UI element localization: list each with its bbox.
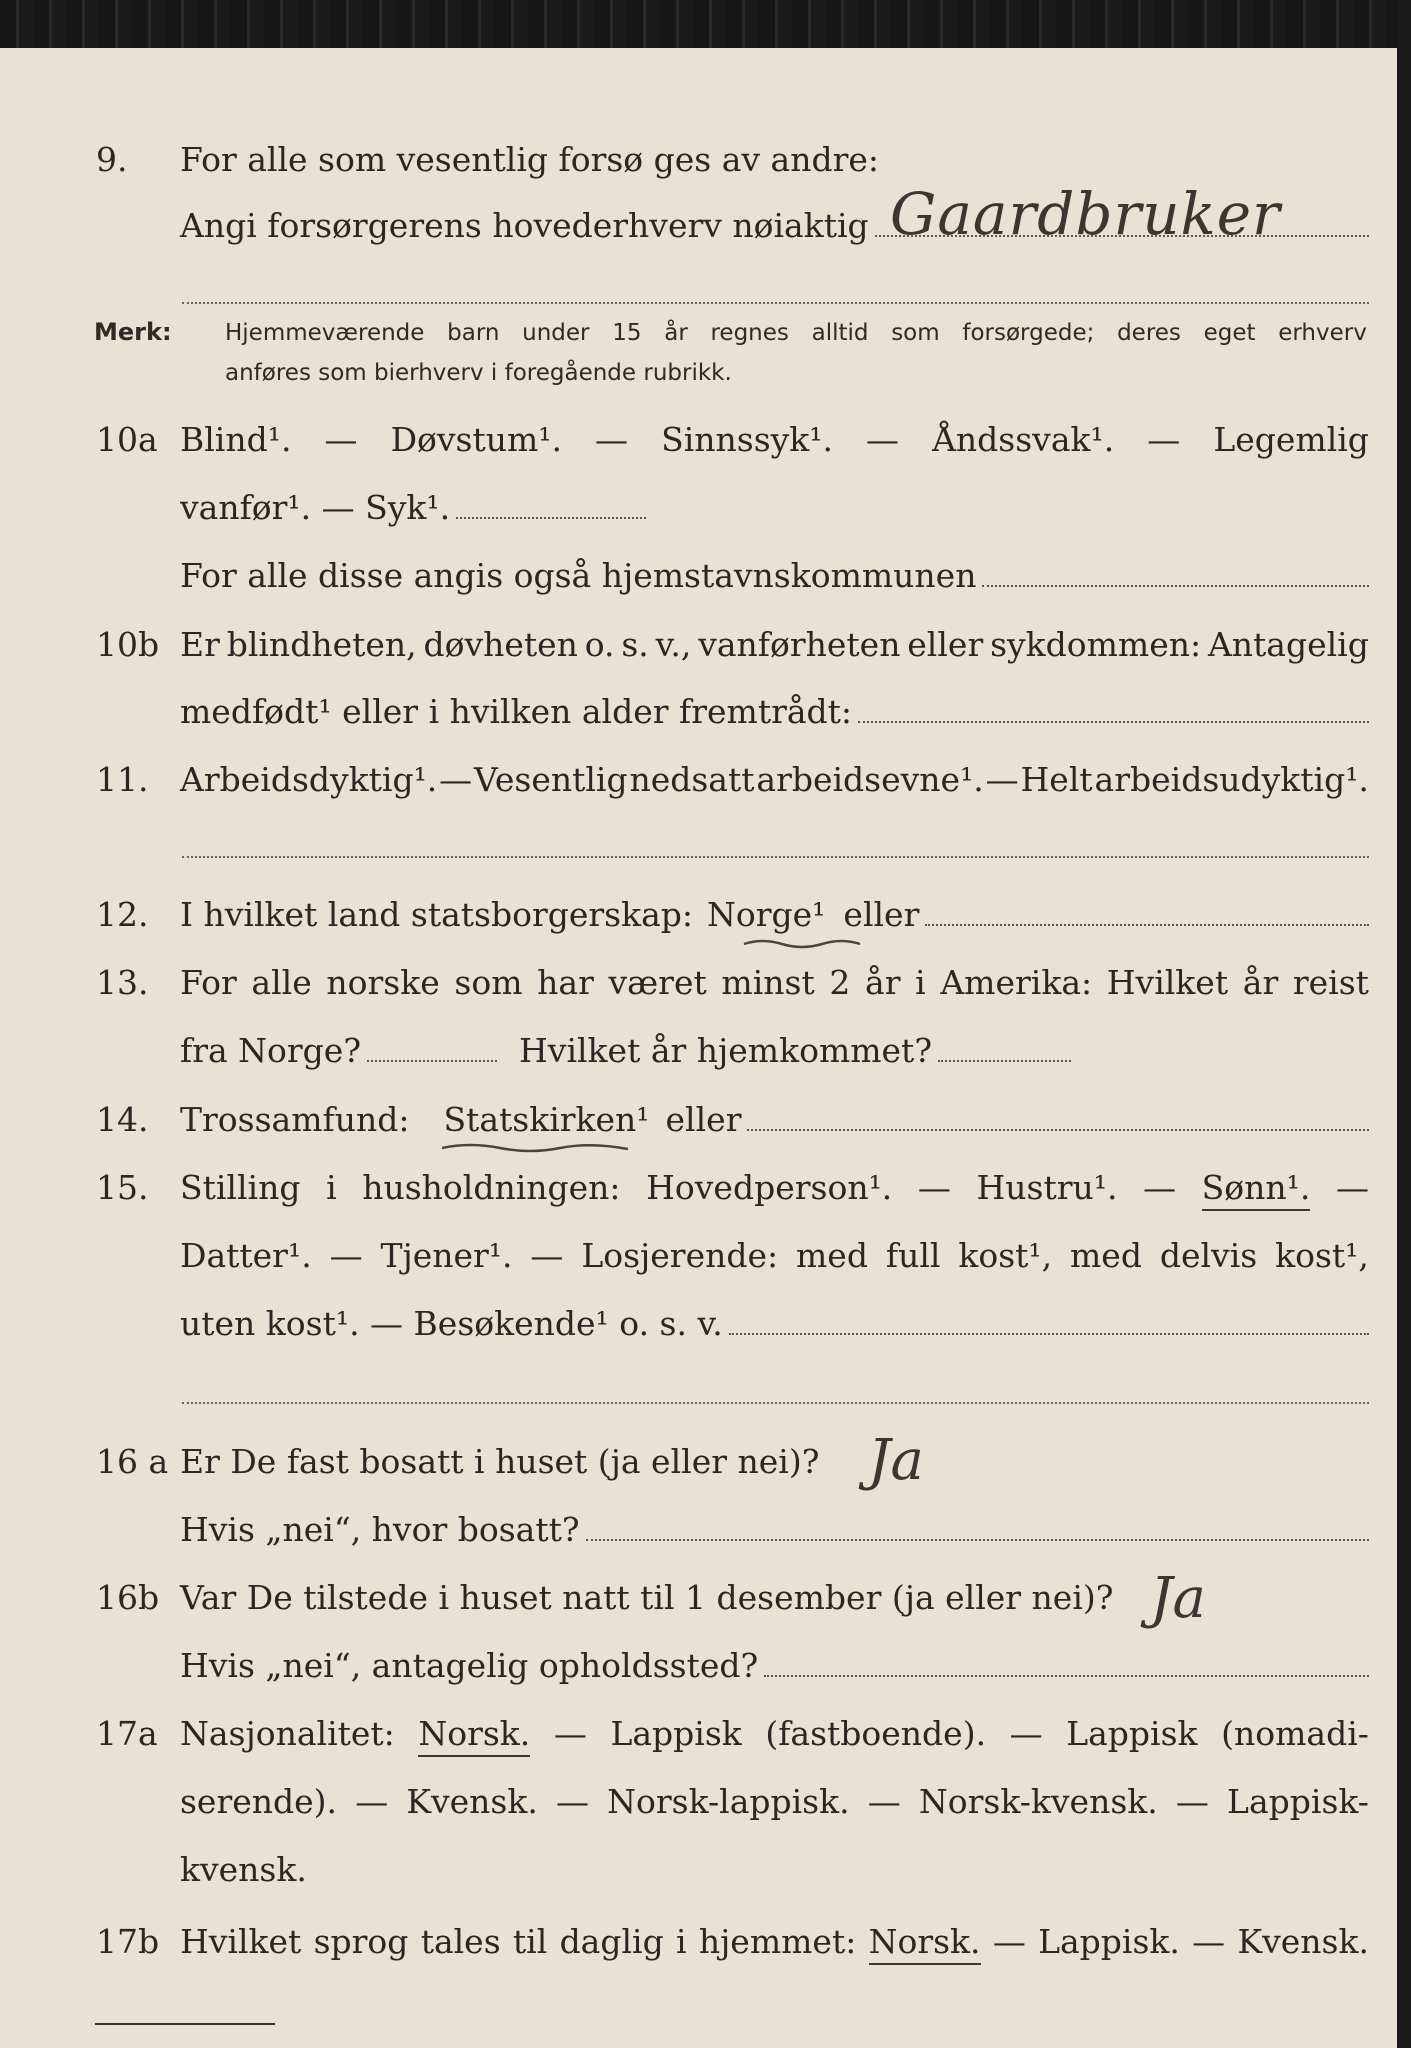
q17a-norsk-option[interactable]: Norsk. bbox=[418, 1714, 530, 1757]
q9-number: 9. bbox=[96, 140, 128, 179]
q9-line2-text: Angi forsørgerens hovederhverv nøiaktig bbox=[180, 206, 869, 245]
q9-handwritten-answer: Gaardbruker bbox=[890, 180, 1281, 248]
q16b-handwritten-answer: Ja bbox=[1150, 1566, 1206, 1631]
q15-sonn-option[interactable]: Sønn¹. bbox=[1202, 1168, 1311, 1211]
q15-other-field[interactable] bbox=[729, 1332, 1369, 1335]
q16a-handwritten-answer: Ja bbox=[868, 1428, 924, 1493]
merk-line1: Hjemmeværende barn under 15 år regnes alltid som forsørgede; deres eget erhverv bbox=[225, 320, 1367, 346]
q16b-line2: Hvis „nei“, antagelig opholdssted? bbox=[180, 1646, 1369, 1685]
q15-extra-line bbox=[182, 1402, 1369, 1404]
q17b-line1: Hvilket sprog tales til daglig i hjemmet: Norsk. — Lappisk. — Kvensk. bbox=[180, 1922, 1369, 1965]
q11-extra-line bbox=[182, 856, 1369, 858]
q12-number: 12. bbox=[96, 895, 149, 934]
q10a-number: 10a bbox=[96, 420, 158, 459]
q16a-number: 16 a bbox=[96, 1442, 169, 1481]
scan-top-edge bbox=[0, 0, 1411, 48]
q10b-line1: Er blindheten, døvheten o. s. v., vanførheten eller sykdommen: Antagelig bbox=[180, 625, 1369, 664]
q9-line1-text: For alle som vesentlig forsø ges av andre: bbox=[180, 140, 879, 179]
q12-norge-underline bbox=[742, 936, 862, 950]
q11-line1: Arbeidsdyktig¹. — Vesentlig nedsatt arbeidsevne¹. — Helt arbeidsudyktig¹. bbox=[180, 760, 1369, 799]
q17a-line3: kvensk. bbox=[180, 1850, 307, 1889]
q13-reist-field[interactable] bbox=[367, 1059, 497, 1062]
q16b-number: 16b bbox=[96, 1578, 160, 1617]
q13-number: 13. bbox=[96, 963, 149, 1002]
footnote-rule bbox=[95, 2023, 275, 2025]
q14-statskirken-underline bbox=[440, 1141, 630, 1155]
q10a-line2: vanfør¹. — Syk¹. bbox=[180, 488, 1369, 527]
q17a-number: 17a bbox=[96, 1714, 158, 1753]
q11-number: 11. bbox=[96, 760, 149, 799]
q10a-line3: For alle disse angis også hjemstavnskommunen bbox=[180, 556, 1369, 595]
q15-line2: Datter¹. — Tjener¹. — Losjerende: med full kost¹, med delvis kost¹, bbox=[180, 1236, 1369, 1275]
q15-number: 15. bbox=[96, 1168, 149, 1207]
q15-line1: Stilling i husholdningen: Hovedperson¹. — Hustru¹. — Sønn¹. — bbox=[180, 1168, 1369, 1211]
q16a-line1: Er De fast bosatt i huset (ja eller nei)? bbox=[180, 1442, 820, 1481]
q13-line1: For alle norske som har været minst 2 år i Amerika: Hvilket år reist bbox=[180, 963, 1369, 1002]
q17b-norsk-option[interactable]: Norsk. bbox=[869, 1922, 981, 1965]
q13-line2: fra Norge? Hvilket år hjemkommet? bbox=[180, 1031, 1071, 1070]
q10a-line1: Blind¹. — Døvstum¹. — Sinnssyk¹. — Åndssvak¹. — Legemlig bbox=[180, 420, 1369, 459]
q12-other-field[interactable] bbox=[925, 923, 1369, 926]
q12-norge-option[interactable]: Norge¹ bbox=[707, 895, 826, 934]
merk-line2: anføres som bierhverv i foregående rubrikk. bbox=[225, 360, 732, 386]
q12-line1: I hvilket land statsborgerskap: Norge¹ eller bbox=[180, 895, 1369, 934]
q14-other-field[interactable] bbox=[747, 1128, 1369, 1131]
q10b-line2: medfødt¹ eller i hvilken alder fremtrådt: bbox=[180, 692, 1369, 731]
q13-hjemkommet-field[interactable] bbox=[938, 1059, 1071, 1062]
q16b-line1: Var De tilstede i huset natt til 1 desember (ja eller nei)? bbox=[180, 1578, 1114, 1617]
q10b-alder-field[interactable] bbox=[858, 720, 1369, 723]
q14-line1: Trossamfund: Statskirken¹ eller bbox=[180, 1100, 1369, 1139]
q10b-number: 10b bbox=[96, 625, 160, 664]
q16a-line2: Hvis „nei“, hvor bosatt? bbox=[180, 1510, 1369, 1549]
merk-label: Merk: bbox=[94, 318, 172, 346]
q10a-syk-field[interactable] bbox=[456, 516, 646, 519]
q17b-number: 17b bbox=[96, 1922, 160, 1961]
q14-statskirken-option[interactable]: Statskirken¹ bbox=[443, 1100, 650, 1139]
q14-number: 14. bbox=[96, 1100, 149, 1139]
q16a-bosatt-field[interactable] bbox=[586, 1538, 1369, 1541]
q17a-line2: serende). — Kvensk. — Norsk-lappisk. — Norsk-kvensk. — Lappisk- bbox=[180, 1782, 1369, 1821]
q17a-line1: Nasjonalitet: Norsk. — Lappisk (fastboende). — Lappisk (nomadi- bbox=[180, 1714, 1369, 1757]
q9-extra-line bbox=[182, 302, 1369, 304]
q9-line1 bbox=[180, 140, 1369, 179]
q15-line3: uten kost¹. — Besøkende¹ o. s. v. bbox=[180, 1304, 1369, 1343]
scan-right-edge bbox=[1397, 0, 1411, 2048]
q10a-hjemstavn-field[interactable] bbox=[982, 584, 1369, 587]
q16b-opholdssted-field[interactable] bbox=[764, 1674, 1369, 1677]
